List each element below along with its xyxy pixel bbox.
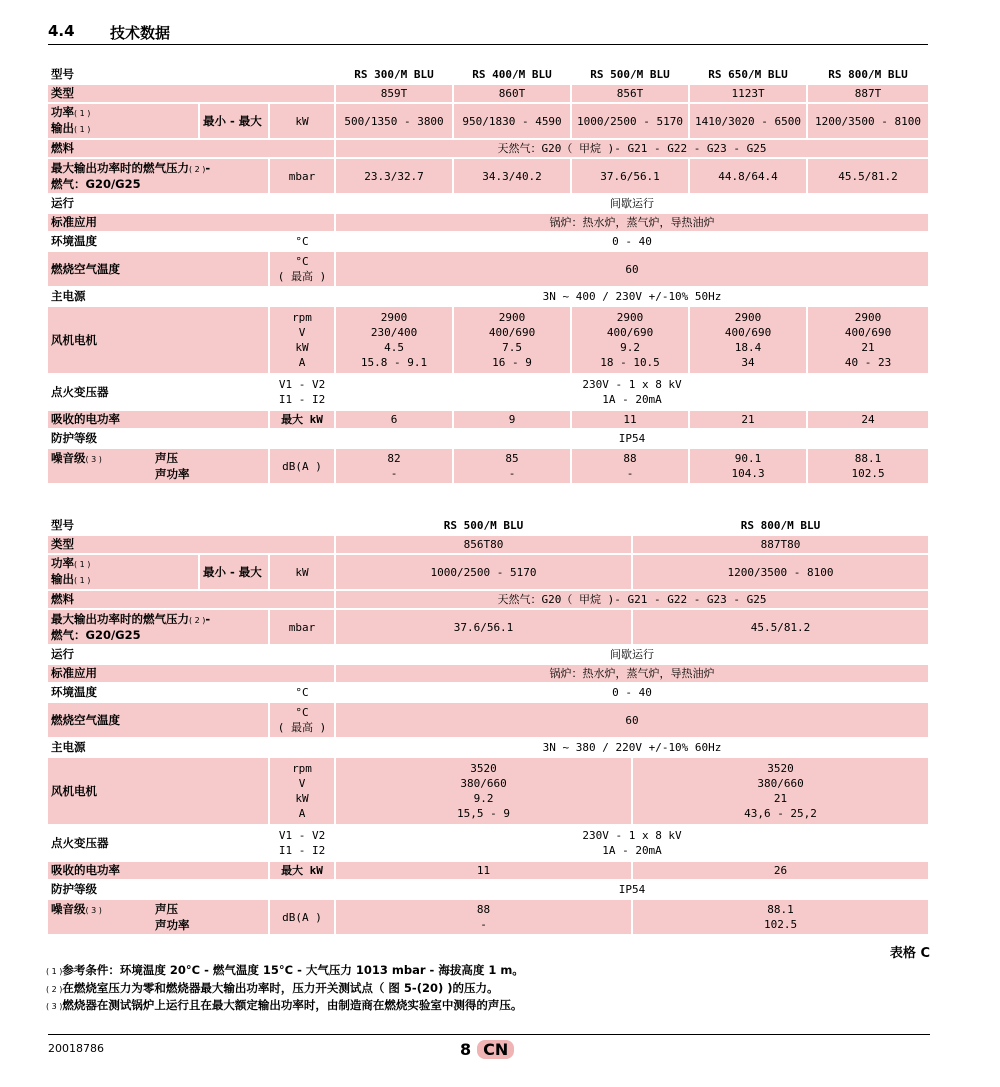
power-label: 功率( 1 ) 输出( 1 ) [48,104,200,140]
type-cell: 856T [572,85,690,104]
ambient-value: 0 - 40 [336,684,930,703]
air-temp-value: 60 [336,252,930,288]
ignition-label: 点火变压器 [48,826,270,862]
absorbed-power-cell: 21 [690,411,808,430]
model-cell: RS 650/M BLU [690,66,808,85]
fuel-value: 天然气：G20（ 甲烷 )- G21 - G22 - G23 - G25 [336,591,930,610]
air-temp-value: 60 [336,703,930,739]
air-temp-unit: °C ( 最高 ) [270,703,336,739]
type-cell: 860T [454,85,572,104]
application-label: 标准应用 [48,214,336,233]
spec-table-1 [48,66,930,485]
ignition-units: V1 - V2 I1 - I2 [270,826,336,862]
supply-label: 主电源 [48,739,336,758]
model-cell: RS 800/M BLU [633,517,930,536]
application-row [48,665,930,684]
section-title: 技术数据 [110,24,171,42]
operation-label: 运行 [48,195,336,214]
model-cell: RS 300/M BLU [336,66,454,85]
power-cell: 500/1350 - 3800 [336,104,454,140]
section-number: 4.4 [48,22,75,40]
power-cell: 950/1830 - 4590 [454,104,572,140]
absorbed-power-unit: 最大 kW [270,862,336,881]
gas-pressure-label: 最大输出功率时的燃气压力( 2 )- 燃气：G20/G25 [48,159,270,195]
gas-pressure-row [48,159,930,195]
protection-value: IP54 [336,881,930,900]
model-label: 型号 [48,517,336,536]
fuel-row [48,140,930,159]
noise-label: 噪音级( 3 ) 声压 声功率 [48,900,270,936]
gas-pressure-cell: 34.3/40.2 [454,159,572,195]
absorbed-power-cell: 9 [454,411,572,430]
noise-row [48,900,930,936]
power-unit: kW [270,555,336,591]
absorbed-power-label: 吸收的电功率 [48,411,270,430]
operation-row [48,646,930,665]
section-header [48,22,928,45]
air-temp-row [48,252,930,288]
absorbed-power-cell: 11 [336,862,633,881]
ignition-units: V1 - V2 I1 - I2 [270,375,336,411]
power-sub: 最小 - 最大 [200,104,270,140]
noise-cell: 88.1 102.5 [808,449,930,485]
supply-value: 3N ~ 400 / 230V +/-10% 50Hz [336,288,930,307]
ignition-value: 230V - 1 x 8 kV 1A - 20mA [336,826,930,862]
footnote-1: ( 1 )参考条件：环境温度 20°C - 燃气温度 15°C - 大气压力 1013 mbar - 海拔高度 1 m。 [46,963,524,977]
ambient-row [48,233,930,252]
fan-motor-row [48,758,930,826]
gas-pressure-row [48,610,930,646]
power-sub: 最小 - 最大 [200,555,270,591]
type-label: 类型 [48,85,336,104]
model-row [48,66,930,85]
gas-pressure-cell: 45.5/81.2 [808,159,930,195]
gas-pressure-unit: mbar [270,159,336,195]
footnote-3: ( 3 )燃烧器在测试锅炉上运行且在最大额定输出功率时，由制造商在燃烧实验室中测得的声压。 [46,998,523,1012]
fuel-label: 燃料 [48,140,336,159]
supply-value: 3N ~ 380 / 220V +/-10% 60Hz [336,739,930,758]
absorbed-power-unit: 最大 kW [270,411,336,430]
protection-value: IP54 [336,430,930,449]
model-cell: RS 500/M BLU [336,517,633,536]
type-label: 类型 [48,536,336,555]
fuel-value: 天然气：G20（ 甲烷 )- G21 - G22 - G23 - G25 [336,140,930,159]
operation-row [48,195,930,214]
ambient-unit: °C [270,233,336,252]
noise-cell: 82 - [336,449,454,485]
absorbed-power-row [48,411,930,430]
noise-cell: 90.1 104.3 [690,449,808,485]
application-label: 标准应用 [48,665,336,684]
gas-pressure-cell: 23.3/32.7 [336,159,454,195]
gas-pressure-cell: 44.8/64.4 [690,159,808,195]
operation-value: 间歇运行 [336,646,930,665]
language-badge: CN [477,1040,514,1059]
noise-unit: dB(A ) [270,449,336,485]
doc-number: 20018786 [48,1042,104,1055]
absorbed-power-row [48,862,930,881]
fuel-label: 燃料 [48,591,336,610]
fan-motor-label: 风机电机 [48,307,270,375]
fan-motor-cell: 2900 230/400 4.5 15.8 - 9.1 [336,307,454,375]
ambient-row [48,684,930,703]
power-cell: 1000/2500 - 5170 [572,104,690,140]
air-temp-label: 燃烧空气温度 [48,703,270,739]
power-row [48,555,930,591]
ignition-row [48,375,930,411]
fan-motor-cell: 2900 400/690 7.5 16 - 9 [454,307,572,375]
fan-motor-label: 风机电机 [48,758,270,826]
application-value: 锅炉：热水炉，蒸气炉，导热油炉 [336,214,930,233]
noise-cell: 88 - [572,449,690,485]
absorbed-power-cell: 24 [808,411,930,430]
type-row [48,536,930,555]
type-row [48,85,930,104]
model-cell: RS 400/M BLU [454,66,572,85]
noise-unit: dB(A ) [270,900,336,936]
air-temp-label: 燃烧空气温度 [48,252,270,288]
noise-row [48,449,930,485]
power-cell: 1200/3500 - 8100 [808,104,930,140]
fuel-row [48,591,930,610]
protection-label: 防护等级 [48,430,336,449]
noise-cell: 88.1 102.5 [633,900,930,936]
ignition-row [48,826,930,862]
operation-value: 间歇运行 [336,195,930,214]
fan-motor-row [48,307,930,375]
model-cell: RS 500/M BLU [572,66,690,85]
gas-pressure-cell: 37.6/56.1 [572,159,690,195]
power-cell: 1410/3020 - 6500 [690,104,808,140]
ignition-label: 点火变压器 [48,375,270,411]
supply-row [48,288,930,307]
ignition-value: 230V - 1 x 8 kV 1A - 20mA [336,375,930,411]
gas-pressure-cell: 45.5/81.2 [633,610,930,646]
ambient-value: 0 - 40 [336,233,930,252]
absorbed-power-cell: 11 [572,411,690,430]
model-cell: RS 800/M BLU [808,66,930,85]
model-row [48,517,930,536]
table-caption: 表格 C [889,946,930,961]
protection-label: 防护等级 [48,881,336,900]
fan-motor-cell: 2900 400/690 9.2 18 - 10.5 [572,307,690,375]
absorbed-power-cell: 26 [633,862,930,881]
type-cell: 1123T [690,85,808,104]
absorbed-power-cell: 6 [336,411,454,430]
protection-row [48,430,930,449]
page-number: 8 CN [460,1040,514,1059]
ambient-label: 环境温度 [48,233,270,252]
ambient-unit: °C [270,684,336,703]
absorbed-power-label: 吸收的电功率 [48,862,270,881]
application-value: 锅炉：热水炉，蒸气炉，导热油炉 [336,665,930,684]
fan-motor-cell: 3520 380/660 9.2 15,5 - 9 [336,758,633,826]
fan-motor-units: rpm V kW A [270,307,336,375]
air-temp-row [48,703,930,739]
noise-cell: 88 - [336,900,633,936]
noise-label: 噪音级( 3 ) 声压 声功率 [48,449,270,485]
noise-cell: 85 - [454,449,572,485]
application-row [48,214,930,233]
type-cell: 887T [808,85,930,104]
power-row [48,104,930,140]
spec-table-2 [48,517,930,936]
type-cell: 856T80 [336,536,633,555]
power-label: 功率( 1 ) 输出( 1 ) [48,555,200,591]
power-unit: kW [270,104,336,140]
operation-label: 运行 [48,646,336,665]
air-temp-unit: °C ( 最高 ) [270,252,336,288]
model-label: 型号 [48,66,336,85]
gas-pressure-label: 最大输出功率时的燃气压力( 2 )- 燃气：G20/G25 [48,610,270,646]
fan-motor-cell: 2900 400/690 18.4 34 [690,307,808,375]
fan-motor-cell: 2900 400/690 21 40 - 23 [808,307,930,375]
fan-motor-units: rpm V kW A [270,758,336,826]
type-cell: 887T80 [633,536,930,555]
gas-pressure-unit: mbar [270,610,336,646]
footer-rule [48,1034,930,1035]
fan-motor-cell: 3520 380/660 21 43,6 - 25,2 [633,758,930,826]
protection-row [48,881,930,900]
power-cell: 1200/3500 - 8100 [633,555,930,591]
supply-row [48,739,930,758]
supply-label: 主电源 [48,288,336,307]
type-cell: 859T [336,85,454,104]
power-cell: 1000/2500 - 5170 [336,555,633,591]
ambient-label: 环境温度 [48,684,270,703]
gas-pressure-cell: 37.6/56.1 [336,610,633,646]
footnote-2: ( 2 )在燃烧室压力为零和燃烧器最大输出功率时，压力开关测试点（ 图 5-(20) )的压力。 [46,981,499,995]
